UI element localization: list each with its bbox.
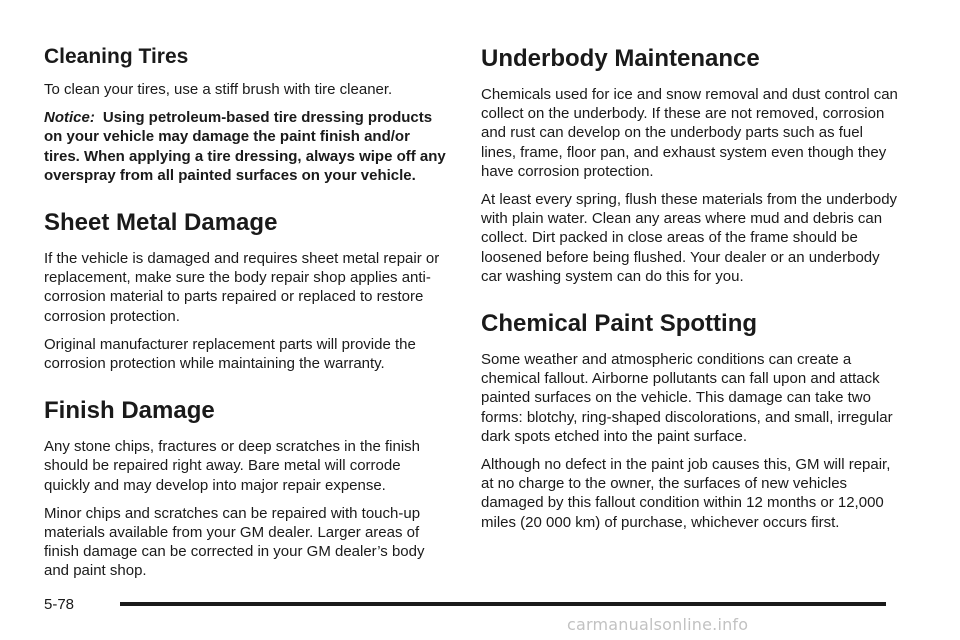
paragraph-sheet-metal-1: If the vehicle is damaged and requires sheet metal repair or replacement, make sure the body repair shop applies anti-corrosion material to parts repaired or replaced to restore corrosion protection. bbox=[44, 250, 440, 325]
section-sheet-metal-damage bbox=[44, 208, 446, 373]
heading-finish-damage: Finish Damage bbox=[44, 397, 215, 425]
page-number: 5-78 bbox=[44, 596, 75, 613]
paragraph-finish-damage-2: Minor chips and scratches can be repaired with touch-up materials available from your GM dealer. Larger areas of finish damage can be corrected in your GM dealer’s body and paint shop. bbox=[44, 504, 425, 580]
right-column bbox=[481, 44, 901, 541]
paragraph-underbody-2: At least every spring, flush these materials from the underbody with plain water. Clean any areas where mud and debris can collect. Dirt packed in close areas of the frame should be loosened before being flushed. Your dealer or an underbody car washing system can do this for you. bbox=[481, 191, 898, 285]
paragraph-finish-damage-1: Any stone chips, fractures or deep scratches in the finish should be repaired right away. Bare metal will corrode quickly and may develop into major repair expense. bbox=[44, 438, 421, 494]
heading-chemical-paint-spotting: Chemical Paint Spotting bbox=[481, 310, 758, 338]
watermark: carmanualsonline.info bbox=[567, 615, 749, 634]
heading-sheet-metal-damage: Sheet Metal Damage bbox=[44, 209, 278, 237]
notice-text: Using petroleum-based tire dressing products on your vehicle may damage the paint finish and/or tires. When applying a tire dressing, always wipe off any overspray from all painted surfaces on your vehicle. bbox=[44, 109, 446, 184]
paragraph-sheet-metal-2: Original manufacturer replacement parts will provide the corrosion protection while maintaining the warranty. bbox=[44, 335, 416, 373]
notice-label: Notice: bbox=[44, 109, 95, 127]
paragraph-chemical-paint-2: Although no defect in the paint job causes this, GM will repair, at no charge to the owner, the surfaces of new vehicles damaged by this fallout condition within 12 months or 12,000 miles (20 000 km) of purchase, whichever occurs first. bbox=[481, 456, 891, 531]
paragraph-underbody-1: Chemicals used for ice and snow removal and dust control can collect on the underbody. If these are not removed, corrosion and rust can develop on the underbody parts such as fuel lines, frame, floor pan, and exhaust system even though they have corrosion protection. bbox=[481, 86, 898, 180]
heading-cleaning-tires: Cleaning Tires bbox=[44, 45, 189, 68]
left-column bbox=[44, 44, 446, 590]
paragraph-chemical-paint-1: Some weather and atmospheric conditions can create a chemical fallout. Airborne pollutants can fall upon and attack painted surfaces on the vehicle. This damage can take two forms: blotchy, ring-shaped discolorations, and small, irregular dark spots etched into the paint surface. bbox=[481, 351, 893, 445]
paragraph-cleaning-tires: To clean your tires, use a stiff brush with tire cleaner. bbox=[44, 81, 393, 98]
notice-paragraph bbox=[44, 108, 446, 185]
section-finish-damage bbox=[44, 396, 446, 580]
section-underbody-maintenance bbox=[481, 44, 901, 286]
footer-rule bbox=[120, 602, 886, 606]
heading-underbody-maintenance: Underbody Maintenance bbox=[481, 45, 760, 72]
section-chemical-paint-spotting bbox=[481, 309, 901, 532]
section-cleaning-tires bbox=[44, 44, 446, 185]
